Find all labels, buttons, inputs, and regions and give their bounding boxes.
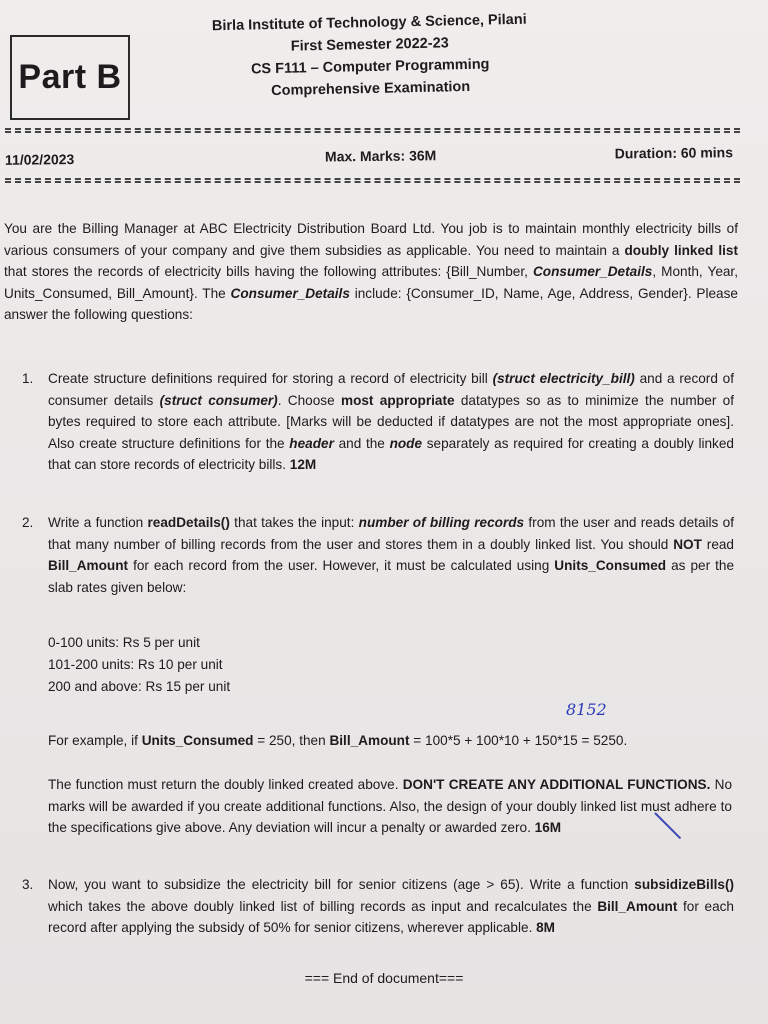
max-marks: Max. Marks: 36M bbox=[324, 147, 437, 165]
q3-emph-b: Bill_Amount bbox=[597, 898, 678, 914]
question-3-number: 3. bbox=[22, 877, 34, 892]
meta-row bbox=[5, 142, 735, 174]
q3-text-b: which takes the above doubly linked list of billing records as input and recalculates the bbox=[48, 898, 598, 914]
part-label-box bbox=[10, 35, 130, 120]
semester: First Semester 2022-23 bbox=[290, 35, 449, 55]
q1-text-b: and a record of consumer details bbox=[48, 371, 734, 408]
slab-rate-1: 0-100 units: Rs 5 per unit bbox=[48, 635, 200, 650]
q3-text-a: Now, you want to subsidize the electricity bill for senior citizens (age > 65). Write a function bbox=[48, 877, 635, 892]
intro-text-3: , Month, Year, Units_Consumed, Bill_Amount}. The bbox=[4, 264, 738, 301]
q2-emph-a: readDetails() bbox=[147, 515, 230, 530]
question-1 bbox=[22, 368, 734, 476]
handwritten-note: 8152 bbox=[566, 700, 607, 719]
q2-emph-c: NOT bbox=[673, 536, 702, 552]
question-1-number: 1. bbox=[22, 371, 34, 386]
slab-rate-2: 101-200 units: Rs 10 per unit bbox=[48, 657, 223, 672]
q2-emph-e: Units_Consumed bbox=[554, 558, 667, 573]
q2-marks: 16M bbox=[534, 820, 562, 835]
intro-text-2: that stores the records of electricity bills having the following attributes: {Bill_Number, bbox=[4, 264, 533, 279]
part-label: Part B bbox=[18, 58, 122, 96]
question-1-text bbox=[48, 368, 734, 476]
q2-emph-b: number of billing records bbox=[358, 515, 525, 530]
q2-text-b: that takes the input: bbox=[229, 515, 359, 530]
q2-text-e: for each record from the user. However, it must be calculated using bbox=[128, 558, 555, 573]
duration: Duration: 60 mins bbox=[614, 144, 734, 162]
q1-text-f: separately as required for creating a doubly linked that can store records of electricity bills. bbox=[48, 435, 734, 472]
q2-emph-d: Bill_Amount bbox=[48, 558, 129, 573]
q2-text-f: as per the slab rates given below: bbox=[48, 558, 735, 595]
exam-date: 11/02/2023 bbox=[4, 151, 75, 168]
q1-text-e: and the bbox=[333, 435, 390, 451]
example-text-a: For example, if bbox=[48, 733, 142, 748]
q2-text-d: read bbox=[701, 536, 734, 552]
example-emph-b: Units_Consumed bbox=[141, 733, 254, 748]
q1-text-d: datatypes so as to minimize the number of bytes required to store each attribute. [Marks will be deducted if datatypes are not the most appropriate ones]. Also create structure definitions for the bbox=[48, 392, 734, 451]
note-text-c: No marks will be awarded if you create additional functions. Also, the design of your doubly linked list must adhere to the specifications give above. Any deviation will incur a penalty or awarded zero. bbox=[48, 777, 733, 835]
q1-emph-b: (struct consumer) bbox=[159, 392, 278, 408]
q1-text-a: Create structure definitions required for storing a record of electricity bill bbox=[48, 371, 493, 386]
note-text-a: The function must return the doubly linked created above. bbox=[48, 777, 403, 792]
institute-name: Birla Institute of Technology & Science, Pilani bbox=[211, 11, 527, 35]
end-of-document: === End of document=== bbox=[304, 970, 464, 986]
intro-text-1: You are the Billing Manager at ABC Electricity Distribution Board Ltd. You job is to maintain monthly electricity bills of various consumers of your company and give them subsidies as applicable. You need to maintain a bbox=[4, 221, 738, 258]
q1-emph-e: node bbox=[389, 435, 423, 451]
question-2-note bbox=[48, 774, 732, 839]
q1-emph-c: most appropriate bbox=[340, 392, 455, 408]
q3-marks: 8M bbox=[536, 920, 556, 935]
intro-text-4: include: {Consumer_ID, Name, Age, Address, Gender}. Please answer the following questions: bbox=[4, 285, 738, 322]
example-line bbox=[48, 730, 728, 752]
exam-title: Comprehensive Examination bbox=[271, 78, 471, 100]
example-text-c: = 250, then bbox=[253, 733, 330, 748]
example-text-e: = 100*5 + 100*10 + 150*15 = 5250. bbox=[409, 733, 628, 748]
question-2-text bbox=[48, 512, 734, 598]
intro-bold-2: Consumer_Details bbox=[532, 264, 653, 279]
q1-emph-a: (struct electricity_bill) bbox=[492, 371, 635, 386]
intro-bold-3: Consumer_Details bbox=[230, 285, 350, 301]
q2-text-c: from the user and reads details of that many number of billing records from the user and stores them in a doubly linked list. You should bbox=[48, 515, 734, 552]
note-emph-b: DON'T CREATE ANY ADDITIONAL FUNCTIONS. bbox=[402, 777, 711, 792]
divider-bottom bbox=[5, 178, 740, 183]
question-3-text bbox=[48, 874, 734, 939]
question-3 bbox=[22, 874, 734, 939]
question-2-number: 2. bbox=[22, 515, 34, 530]
divider-top bbox=[5, 128, 740, 133]
intro-bold-1: doubly linked list bbox=[624, 242, 738, 258]
q1-emph-d: header bbox=[289, 435, 334, 451]
slab-rate-3: 200 and above: Rs 15 per unit bbox=[48, 679, 231, 694]
q1-marks: 12M bbox=[289, 457, 317, 472]
example-emph-d: Bill_Amount bbox=[329, 733, 410, 748]
intro-paragraph bbox=[4, 218, 738, 326]
q3-emph-a: subsidizeBills() bbox=[634, 877, 734, 892]
exam-header bbox=[199, 8, 541, 103]
course-title: CS F111 – Computer Programming bbox=[250, 56, 490, 78]
q3-text-c: for each record after applying the subsidy of 50% for senior citizens, wherever applicable. bbox=[48, 898, 734, 935]
q2-text-a: Write a function bbox=[48, 515, 148, 530]
question-2 bbox=[22, 512, 734, 598]
q1-text-c: . Choose bbox=[277, 392, 341, 408]
